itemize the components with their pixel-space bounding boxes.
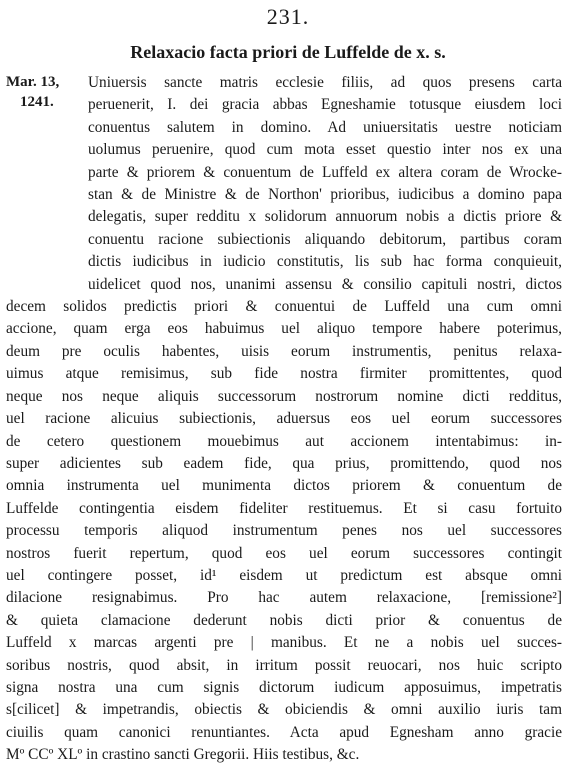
text-line: signa nostra una cum signis dictorum iudicum apposuimus, impetratis xyxy=(6,678,562,696)
text-line: s[cilicet] & impetrandis, obiectis & obiciendis & omni auxilio iuris tam xyxy=(6,701,562,719)
text-line: super adicientes sub eadem fide, qua prius, promittendo, quod nos xyxy=(6,454,562,472)
text-line: conuentus salutem in domino. Ad uniuersitatis uestre noticiam xyxy=(88,118,562,136)
text-line: parte & priorem & conuentum de Luffeld ex altera coram de Wrocke- xyxy=(88,163,562,181)
document-title: Relaxacio facta priori de Luffelde de x. s. xyxy=(130,42,446,62)
text-line: Mº CCº XLº in crastino sancti Gregorii. Hiis testibus, &c. xyxy=(6,746,360,764)
text-line: uolumus peruenire, quod cum mota esset questio inter nos ex una xyxy=(88,141,562,159)
charter-text xyxy=(6,72,562,767)
margin-year: 1241. xyxy=(20,94,54,110)
text-line: conuentu racione subiectionis aliquando debitorum, partibus coram xyxy=(88,230,562,248)
text-line: de cetero questionem mouebimus aut accionem intentabimus: in- xyxy=(6,432,562,450)
text-line: uel contingere posset, id¹ eisdem ut predictum est absque omni xyxy=(6,566,562,584)
text-line: processu temporis aliquod instrumentum penes nos uel successores xyxy=(6,522,562,540)
text-line: decem solidos predictis priori & conuentui de Luffeld una cum omni xyxy=(6,298,562,316)
text-line: uidelicet quod nos, unanimi assensu & consilio capituli nostri, dictos xyxy=(88,275,562,293)
text-line: dictis iudicibus in iudicio constitutis, lis sub hac forma conquieuit, xyxy=(88,253,562,271)
text-line: nostros fuerit repertum, quod eos uel eorum successores contingit xyxy=(6,544,562,562)
page-number: 231. xyxy=(266,4,310,29)
margin-date: Mar. 13, xyxy=(6,74,60,90)
text-line: Uniuersis sancte matris ecclesie filiis, ad quos presens carta xyxy=(88,74,562,91)
text-line: Luffeld x marcas argenti pre | manibus. Et ne a nobis uel succes- xyxy=(6,634,562,652)
text-line: & quieta clamacione dederunt nobis dicti prior & conuentus de xyxy=(6,611,562,629)
text-line: ciuilis quam canonici renuntiantes. Acta apud Egnesham anno gracie xyxy=(6,723,562,741)
text-line: neque nos neque aliquis successorum nostrorum nomine dicti redditus, xyxy=(6,387,562,405)
text-line: uimus atque remisimus, sub fide nostra firmiter promittentes, quod xyxy=(6,365,562,383)
text-line: delegatis, super redditu x solidorum annuorum nobis a dictis priore & xyxy=(88,208,562,226)
text-line: dilacione resignabimus. Pro hac autem relaxacione, [remissione²] xyxy=(6,589,562,607)
text-line: deum pre oculis habentes, uisis eorum instrumentis, penitus relaxa- xyxy=(6,342,562,360)
text-line: uel racione alicuius subiectionis, aduersus eos uel eorum successores xyxy=(6,410,562,428)
text-line: soribus nostris, quod absit, in irritum possit reuocari, nos huic scripto xyxy=(6,656,562,674)
text-line: omnia instrumenta uel munimenta dictos priorem & conuentum de xyxy=(6,477,562,495)
text-line: stan & de Ministre & de Northon' prioribus, iudicibus a domino papa xyxy=(88,186,562,204)
text-line: peruenerit, I. dei gracia abbas Egneshamie totusque eiusdem loci xyxy=(88,96,562,114)
text-line: Luffelde contingentia eisdem fideliter restituemus. Et si casu fortuito xyxy=(6,499,562,517)
text-line: accione, quam erga eos habuimus uel aliquo tempore habere poterimus, xyxy=(6,320,562,338)
